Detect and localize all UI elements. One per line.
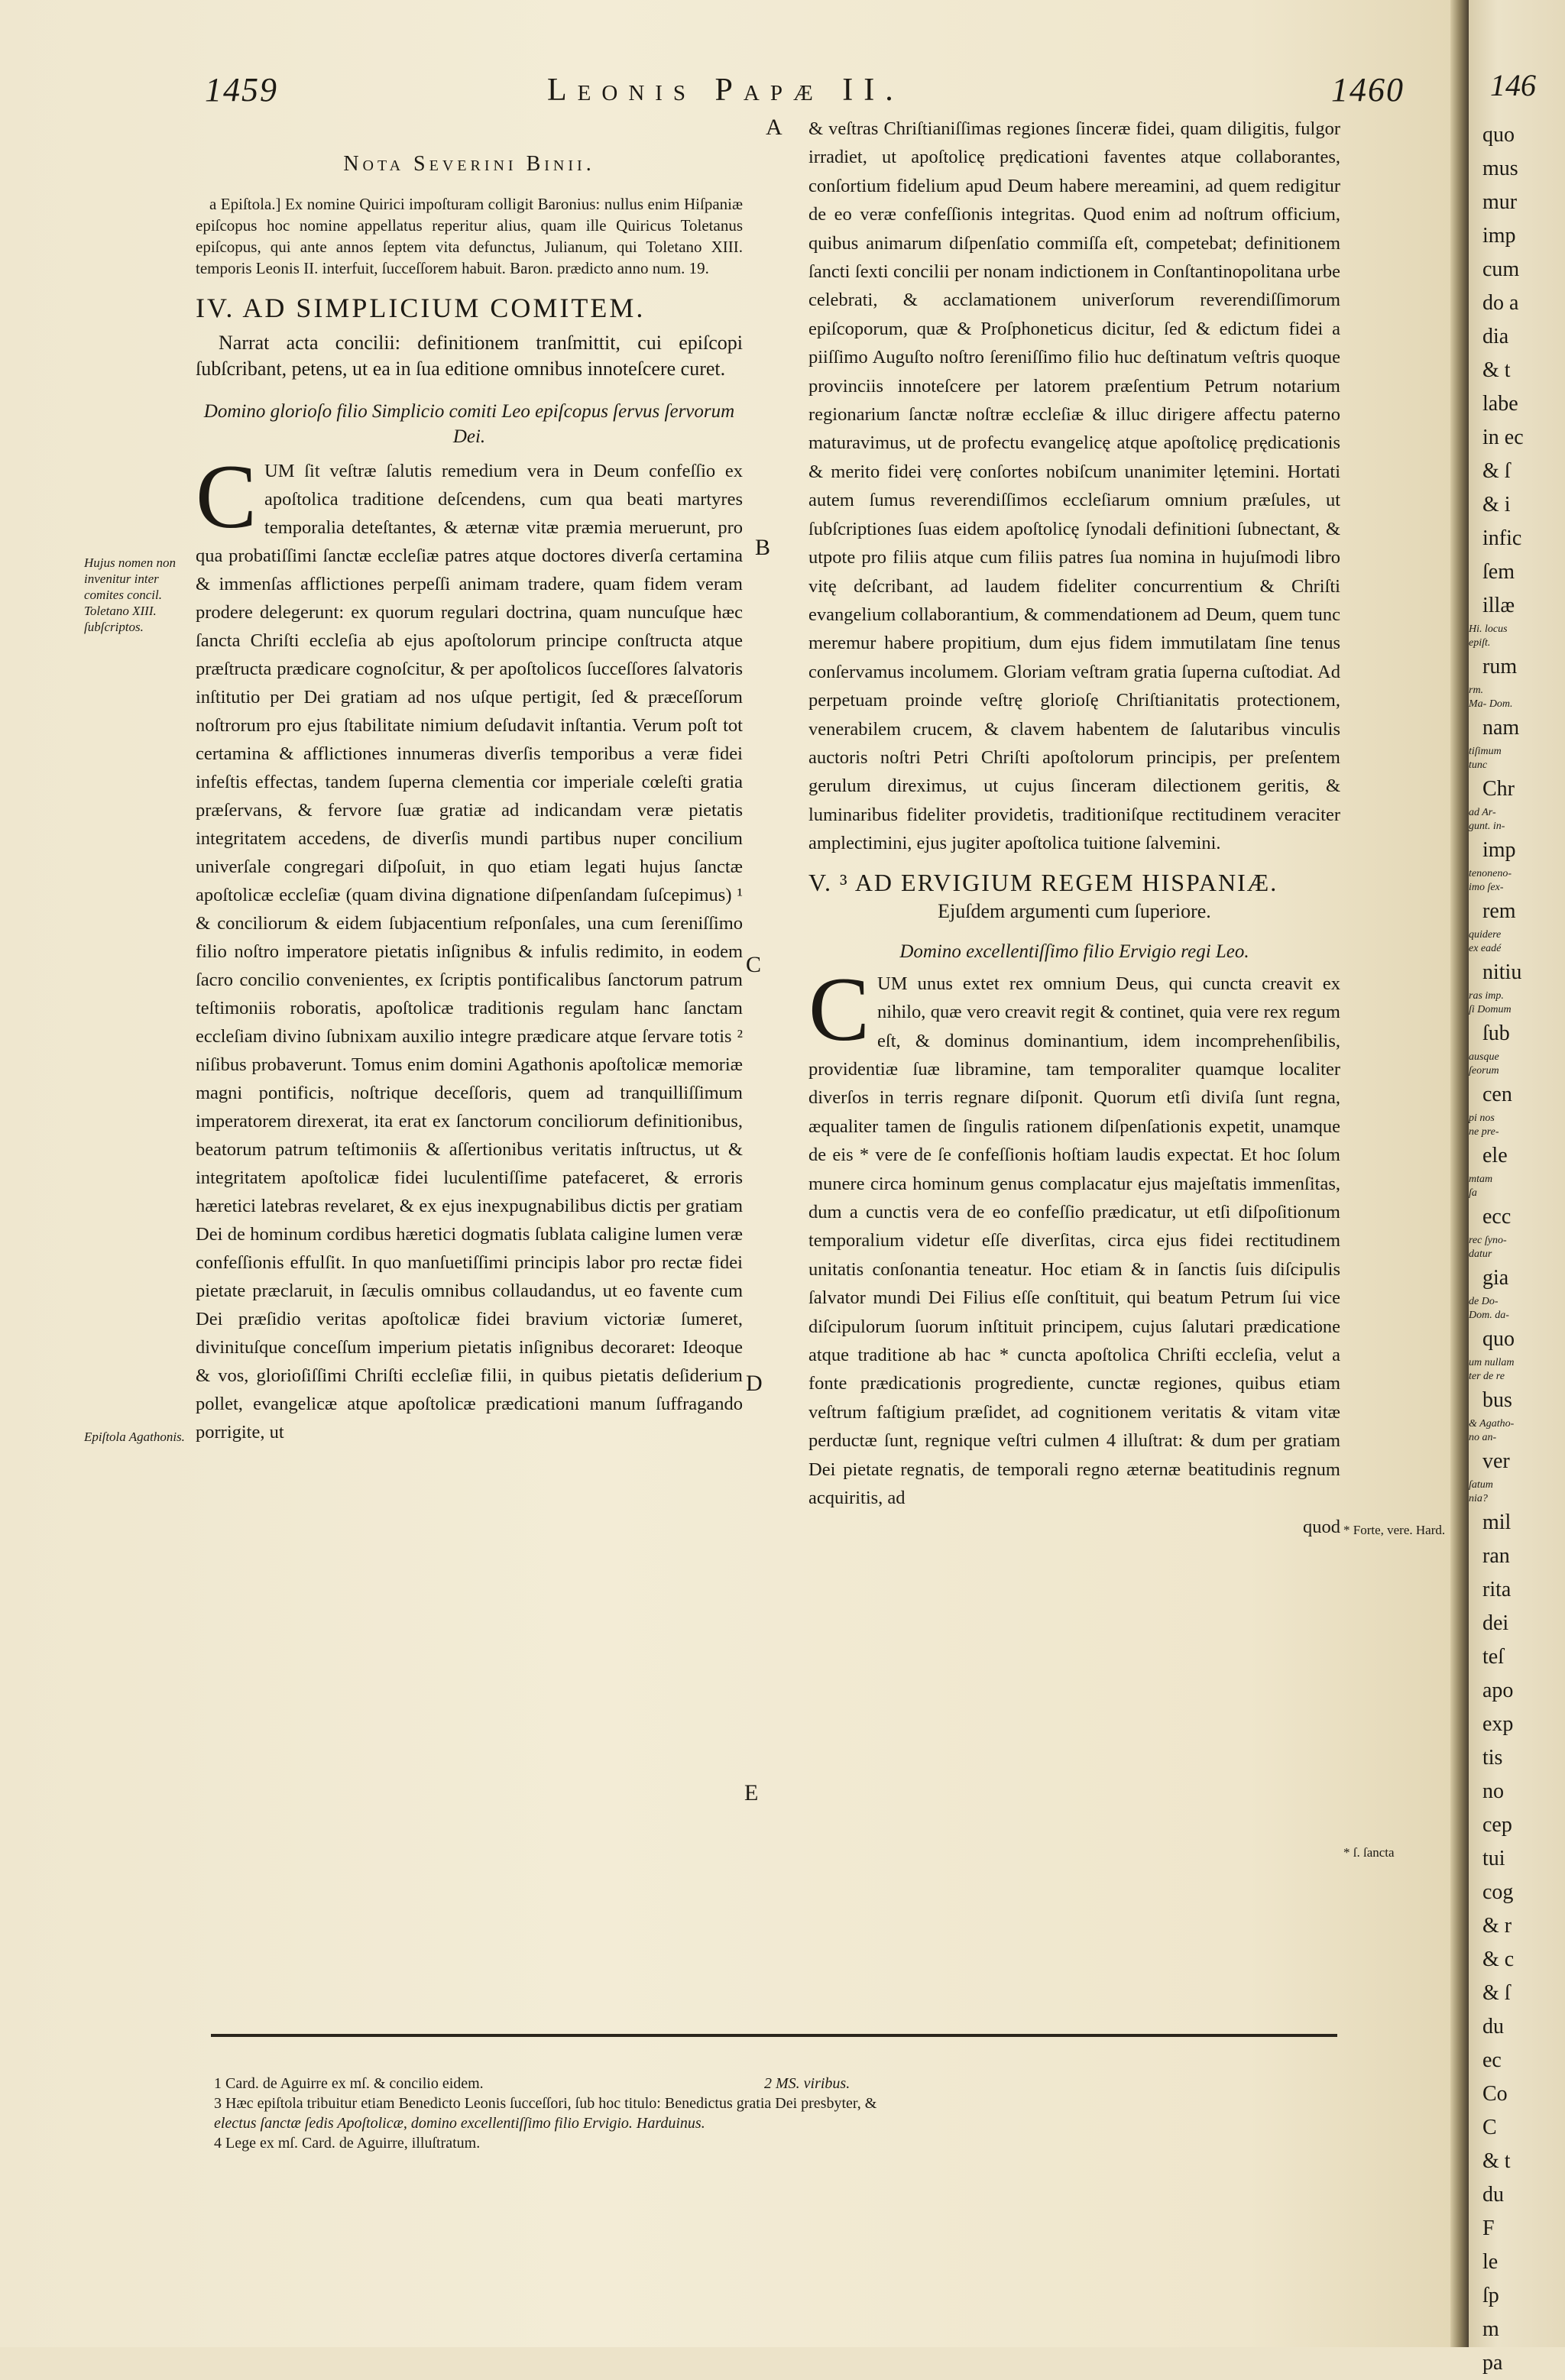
next-page-margin-note: ſa <box>1469 1187 1477 1199</box>
next-page-line: ecc <box>1482 1205 1512 1229</box>
next-page-line: apo <box>1482 1679 1514 1702</box>
next-page-line: du <box>1482 2015 1504 2038</box>
next-page-line: mil <box>1482 1511 1512 1534</box>
next-page-margin-note: Dom. da- <box>1469 1310 1509 1321</box>
letter-continuation-iv: & veſtras Chriſtianiſſimas regiones ſinceræ fidei, quam diligitis, fulgor irradiet, ut apoſtolicę prędicationi faventes atque collaborantes, conſortium fidelium apud Deum habere mereamini, ad quem redigitur de eo veræ confeſſionis integritas. Quod enim ad noſtrum officium, quibus animarum diſpenſatio commiſſa eſt, competebat; definitionem ſancti ſexti concilii per nonam indictionem in Conſtantinopolitana urbe celebrati, & acclamationem univerſorum reverendiſſimorum epiſcoporum, quæ & Proſphoneticus dicitur, ſed & edictum fidei a piiſſimo Auguſto noſtro ſereniſſimo filio huc deſtinatum veſtris quoque provinciis innoteſcere per latorem præſentium Petrum notarium regionarium ſanctæ noſtræ eccleſiæ & illuc dirigere affectu paterno maturavimus, ut de profectu evangelicę atque apoſtolicę prędicationis & merito fidei verę conſortes nobiſcum unanimiter lętemini. Hortati autem ſumus reverendiſſimos eccleſiarum omnium præſules, ut ſubſcriptiones ſuas eidem apoſtolicę ſynodali definitioni ſubnectant, & utpote pro filiis atque cum filiis patres ſua nomina in hujuſmodi libro vitę deſcribant, ad laudem fideliter concurrentium & Chriſti evangelium collaborantium, & commendationem ad Deum, quem tunc meremur habere propitium, dum ejus fidem immutilatam ſine tenus conſervamus incolumem. Gloriam veſtram gratia ſuperna cuſtodiat. Ad perpetuam proinde veſtrę glorioſę Chriſtianitatis protectionem, venerabilem crucem, & clavem habentem de ſalutaribus vinculis auctoris noſtri Petri Chriſti apoſtolorum principis, per preſentem gerulum direximus, ut cujus ſinceram dilectionem geritis, & luminaribus fideliter providetis, traditioniſque rectitudinem veraciter amplectimini, ejus jugiter apoſtolica tuitione ſalvemini. <box>808 118 1340 854</box>
next-page-margin-note: quidere <box>1469 929 1502 941</box>
next-page-margin-note: de Do- <box>1469 1296 1499 1307</box>
letter-text-v: UM unus extet rex omnium Deus, qui cuncta creavit ex nihilo, quæ vero creavit regit & continet, quia vere rex regum eſt, & dominus dominantium, idem incomprehenſibilis, providentiæ ſuæ libramine, tam temporaliter quamque localiter diverſos in terris regnare diſponit. Quorum etſi diviſa ſunt regna, æqualiter tamen de ſingulis rationem diſpenſationis expetit, unamque de eis * vere de ſe confeſſionis hoſtiam laudis expectat. Et hoc ſolum munere circa hominum genus complacatur ejus majeſtatis immenſitas, dum a cunctis vera de eo confeſſio prædicatur, ut etſi diſpoſitionum temporalium videtur eſſe diverſitas, circa ejus fidei rectitudinem unitatis conſonantia teneatur. Hoc etiam & in ſanctis ſuis diſcipulis ſalvator mundi Dei Filius eſſe conſtituit, qui beatum Petrum ſui vice diſcipulorum ſuorum inſtituit principem, cujus ſalutari prædicatione atque traditione ab hac * cuncta apoſtolica Chriſti eccleſia, velut a fonte prædicationis progrediente, cunctæ regiones, quibus etiam veſtrum faſtigium præſidet, ad cognitionem veritatis & vitam vitæ perductæ ſunt, regnique veſtri culmen 4 illuſtrat: & dum per gratiam Dei pietate regnatis, de temporali regno æternæ beatitudinis regnum acquiritis, ad <box>808 973 1340 1509</box>
next-page-line: labe <box>1482 392 1518 416</box>
next-page-line: do a <box>1482 291 1519 315</box>
note-heading: Nota Severini Binii. <box>343 152 595 176</box>
next-page-line: rem <box>1482 899 1516 923</box>
footnote-line-1 <box>214 2074 1345 2093</box>
next-page-line: ran <box>1482 1544 1510 1568</box>
next-page-line: le <box>1482 2250 1499 2274</box>
next-page-line: cep <box>1482 1813 1512 1837</box>
next-page-line: Co <box>1482 2082 1508 2106</box>
next-page-number: 146 <box>1490 68 1536 102</box>
section-summary: Narrat acta concilii: definitionem tranſmittit, cui epiſcopi ſubſcribant, petens, ut ea in ſua editione omnibus innoteſcere curet. <box>196 332 743 380</box>
next-page-line: ſub <box>1482 1022 1510 1045</box>
next-page-line: cog <box>1482 1880 1514 1904</box>
next-page-line: bus <box>1482 1388 1512 1412</box>
next-page-margin-note: ſatum <box>1469 1479 1493 1491</box>
next-page-line: ſem <box>1482 560 1515 584</box>
next-page-line: cen <box>1482 1083 1512 1106</box>
next-page-margin-note: ne pre- <box>1469 1126 1499 1138</box>
footnote-1: 1 Card. de Aguirre ex mſ. & concilio eidem. <box>214 2075 484 2092</box>
next-page-line: quo <box>1482 1327 1515 1351</box>
drop-cap: C <box>196 445 258 547</box>
footnote-3-continued: electus ſanctæ ſedis Apoſtolicæ, domino excellentiſſimo filio Ervigio. Harduinus. <box>214 2115 705 2132</box>
next-page-margin-note: um nullam <box>1469 1357 1515 1368</box>
next-page-line: quo <box>1482 123 1515 147</box>
right-column <box>808 115 1340 1541</box>
section-title-iv: IV. AD SIMPLICIUM COMITEM. <box>196 293 646 323</box>
next-page-margin-note: rm. <box>1469 685 1484 696</box>
next-page-line: ver <box>1482 1449 1510 1473</box>
footnote-2: 2 MS. viribus. <box>764 2075 851 2092</box>
next-page-margin-note: datur <box>1469 1248 1492 1260</box>
next-page-margin-note: Ma- Dom. <box>1469 698 1513 710</box>
next-page-line: imp <box>1482 838 1516 862</box>
next-page-line: & t <box>1482 2149 1511 2173</box>
next-page-line: & ſ <box>1482 459 1511 483</box>
next-page-line: mur <box>1482 190 1518 214</box>
column-letter-e: E <box>744 1780 759 1805</box>
next-page-line: mus <box>1482 157 1518 180</box>
salutation-simplicius: Domino glorioſo filio Simplicio comiti Leo epiſcopus ſervus ſervorum Dei. <box>203 401 735 447</box>
letter-body-iv <box>196 445 743 1446</box>
salutation-ervigius: Domino excellentiſſimo filio Ervigio regi Leo. <box>899 941 1249 963</box>
footnote-rule <box>211 2034 1337 2037</box>
margin-note-epistola: Epiſtola Agathonis. <box>84 1430 185 1444</box>
next-page-line: tis <box>1482 1746 1503 1770</box>
next-page-margin-note: pi nos <box>1469 1112 1495 1124</box>
next-page-line: imp <box>1482 224 1516 248</box>
next-page-line: ſp <box>1482 2284 1499 2307</box>
left-column <box>196 150 743 1446</box>
page-number-left: 1459 <box>205 71 278 108</box>
next-page-margin-note: ad Ar- <box>1469 807 1496 818</box>
next-page-line: teſ <box>1482 1645 1504 1669</box>
next-page-line: C <box>1482 2116 1497 2139</box>
next-page-margin-note: tiſimum <box>1469 746 1502 757</box>
margin-note-hujus: Hujus nomen non invenitur inter comites concil. Toletano XIII. ſubſcriptos. <box>84 555 176 634</box>
binius-note: a Epiſtola.] Ex nomine Quirici impoſturam colligit Baronius: nullus enim Hiſpaniæ epiſcopus hoc nomine appellatus reperitur alius, quam ille Quiricus Toletanus epiſcopus, qui ante annos ſeptem vita defunctus, Julianum, qui Toletano XIII. temporis Leonis II. interfuit, ſucceſſorem habuit. Baron. prædicto anno num. 19. <box>196 195 743 277</box>
page-number-right: 1460 <box>1331 71 1405 108</box>
section-subtitle-v: Ejuſdem argumenti cum ſuperiore. <box>938 899 1211 922</box>
next-page-margin-note: tenoneno- <box>1469 868 1512 879</box>
next-page-margin-note: mtam <box>1469 1174 1493 1185</box>
column-letter-a: A <box>766 115 782 140</box>
catchword: quod <box>1303 1516 1340 1537</box>
column-letter-b: B <box>755 535 771 560</box>
next-page-margin-note: Hi. locus <box>1469 623 1508 635</box>
footnote-4: 4 Lege ex mſ. Card. de Aguirre, illuſtratum. <box>214 2135 481 2152</box>
next-page-margin-note: ras imp. <box>1469 990 1504 1002</box>
margin-note-sancta: * ſ. ſancta <box>1343 1845 1395 1860</box>
next-page-line: rita <box>1482 1578 1512 1601</box>
section-title-v: V. ³ AD ERVIGIUM REGEM HISPANIÆ. <box>808 868 1278 896</box>
next-page-margin-note: & Agatho- <box>1469 1418 1515 1430</box>
next-page-line: & c <box>1482 1948 1515 1971</box>
next-page-line: infic <box>1482 526 1522 550</box>
book-gutter <box>1450 0 1469 2347</box>
running-title: Leonis Papæ II. <box>547 73 904 108</box>
next-page-margin-note: gunt. in- <box>1469 821 1505 832</box>
footnotes <box>214 2074 1345 2153</box>
next-page-line: rum <box>1482 655 1518 678</box>
next-page-margin-note: epiſt. <box>1469 637 1491 649</box>
next-page-line: pa <box>1482 2351 1503 2375</box>
next-page-line: no <box>1482 1779 1504 1803</box>
next-page-lines <box>1469 118 1565 2380</box>
column-letter-c: C <box>746 952 762 977</box>
next-page-margin-note: ex eadé <box>1469 943 1502 954</box>
next-page-line: exp <box>1482 1712 1514 1736</box>
next-page-margin-note: no an- <box>1469 1432 1497 1443</box>
next-page-line: & i <box>1482 493 1511 516</box>
next-page-margin-note: ſi Domum <box>1469 1004 1512 1015</box>
next-page-margin-note: ſeorum <box>1469 1065 1499 1077</box>
next-page-margin-note: tunc <box>1469 759 1488 771</box>
page-header <box>0 70 1467 116</box>
next-page-line: F <box>1482 2216 1495 2240</box>
column-letter-d: D <box>746 1371 763 1396</box>
next-page-line: m <box>1482 2317 1499 2341</box>
footnote-3: 3 Hæc epiſtola tribuitur etiam Benedicto Leonis ſucceſſori, ſub hoc titulo: Benedictus gratia Dei presbyter, & <box>214 2095 877 2112</box>
next-page-line: cum <box>1482 257 1520 281</box>
next-page-line: nitiu <box>1482 960 1522 984</box>
next-page-line: nam <box>1482 716 1520 740</box>
next-page-line: tui <box>1482 1847 1505 1870</box>
next-page-line: & t <box>1482 358 1511 382</box>
next-page-margin-note: rec ſyno- <box>1469 1235 1507 1246</box>
next-page-margin-note: nia? <box>1469 1493 1488 1504</box>
drop-cap: C <box>808 957 870 1060</box>
next-page-line: ec <box>1482 2048 1502 2072</box>
next-page-margin-note: ausque <box>1469 1051 1499 1063</box>
next-page-line: dei <box>1482 1611 1509 1635</box>
next-page-line: du <box>1482 2183 1504 2207</box>
next-page-line: dia <box>1482 325 1509 348</box>
next-page-line: ele <box>1482 1144 1508 1167</box>
next-page-line: illæ <box>1482 594 1515 617</box>
next-page-line: in ec <box>1482 426 1524 449</box>
next-page-line: & ſ <box>1482 1981 1511 2005</box>
next-page-line: Chr <box>1482 777 1515 801</box>
letter-text-iv: UM ſit veſtræ ſalutis remedium vera in Deum confeſſio ex apoſtolica traditione deſcendens, cum qua beati martyres temporalia deteſtantes, & æternæ vitæ præmia meruerunt, pro qua probatiſſimi ſanctæ eccleſiæ patres atque doctores diverſa certamina & immenſas afflictiones perpeſſi animam tradere, quam fidem veram prodere delegerunt: ex quorum regulari doctrina, quam nuncuſque hæc ſancta Chriſti eccleſia ab ejus apoſtolorum principe conſtructa atque præſtructa prædicare cognoſcitur, & per apoſtolicos ſucceſſores ſalvatoris inſtitutio per Dei gratiam ad nos uſque pertigit, ſed & præceſſorum noſtrorum pro ejus ſtabilitate nimium deſudavit inſtantia. Verum poſt tot certamina & afflictiones innumeras diverſis temporibus a veræ fidei infeſtis effectas, tandem ſuperna clementia cor imperiale cœleſti gratia præſervans, & fervore ſuæ gratiæ ad indicandam veræ pietatis integritatem accedens, de diverſis mundi partibus nuper concilium univerſale congregari diſpoſuit, in quo etiam legati hujus ſanctæ apoſtolicæ eccleſiæ (quam divina dignatione diſpenſandam ſuſcepimus) ¹ & conciliorum & eidem ſubjacentium reſponſales, una cum ſereniſſimo filio noſtro imperatore pietatis inſignibus & infulis redimito, in eodem ſacro concilio convenientes, ex ſcriptis pontificalibus ſanctorum patrum teſtimoniis roboratis, apoſtolicæ traditionis regulam hanc ſanctam eccleſiam divino ſubnixam auxilio integre prædicare atque ſervare totis ² niſibus probaverunt. Tomus enim domini Agathonis apoſtolicæ memoriæ magni pontificis, noſtrique deceſſoris, quem ad tranquilliſſimum imperatorem direxerat, ita erat ex ſanctorum conciliorum definitionibus, beatorum patrum teſtimoniis & aſſertionibus veritatis inſtructus, ut & integritatem apoſtolicæ fidei luculentiſſime patefaceret, & erroris hæretici latebras revelaret, & ex ejus inexpugnabilibus dictis per gratiam Dei de hominum cordibus hæretici dogmatis ſublata caligine lumen veræ confeſſionis effulſit. In quo manſuetiſſimi principis labor pro rectæ fidei pietate præclaruit, in ſæculis omnibus collaudandus, ut eo favente cum Dei præſidio veritas apoſtolicæ fidei bravium victoriæ ſumeret, divinituſque conceſſum imperium pietatis inſignibus decoraret: Ideoque & vos, glorioſiſſimi Chriſti eccleſiæ filii, in quibus pietatis deſiderium pollet, evangelicæ atque apoſtolicæ prædicationi manum ſuffragando porrigite, ut <box>196 461 743 1443</box>
letter-body-v <box>808 957 1340 1513</box>
next-page-margin-note: ter de re <box>1469 1371 1505 1382</box>
next-page-edge <box>1469 0 1565 2375</box>
margin-note-forte: * Forte, vere. Hard. <box>1343 1523 1446 1537</box>
next-page-margin-note: imo ſex- <box>1469 882 1504 893</box>
next-page-line: & r <box>1482 1914 1512 1938</box>
next-page-line: gia <box>1482 1266 1509 1290</box>
